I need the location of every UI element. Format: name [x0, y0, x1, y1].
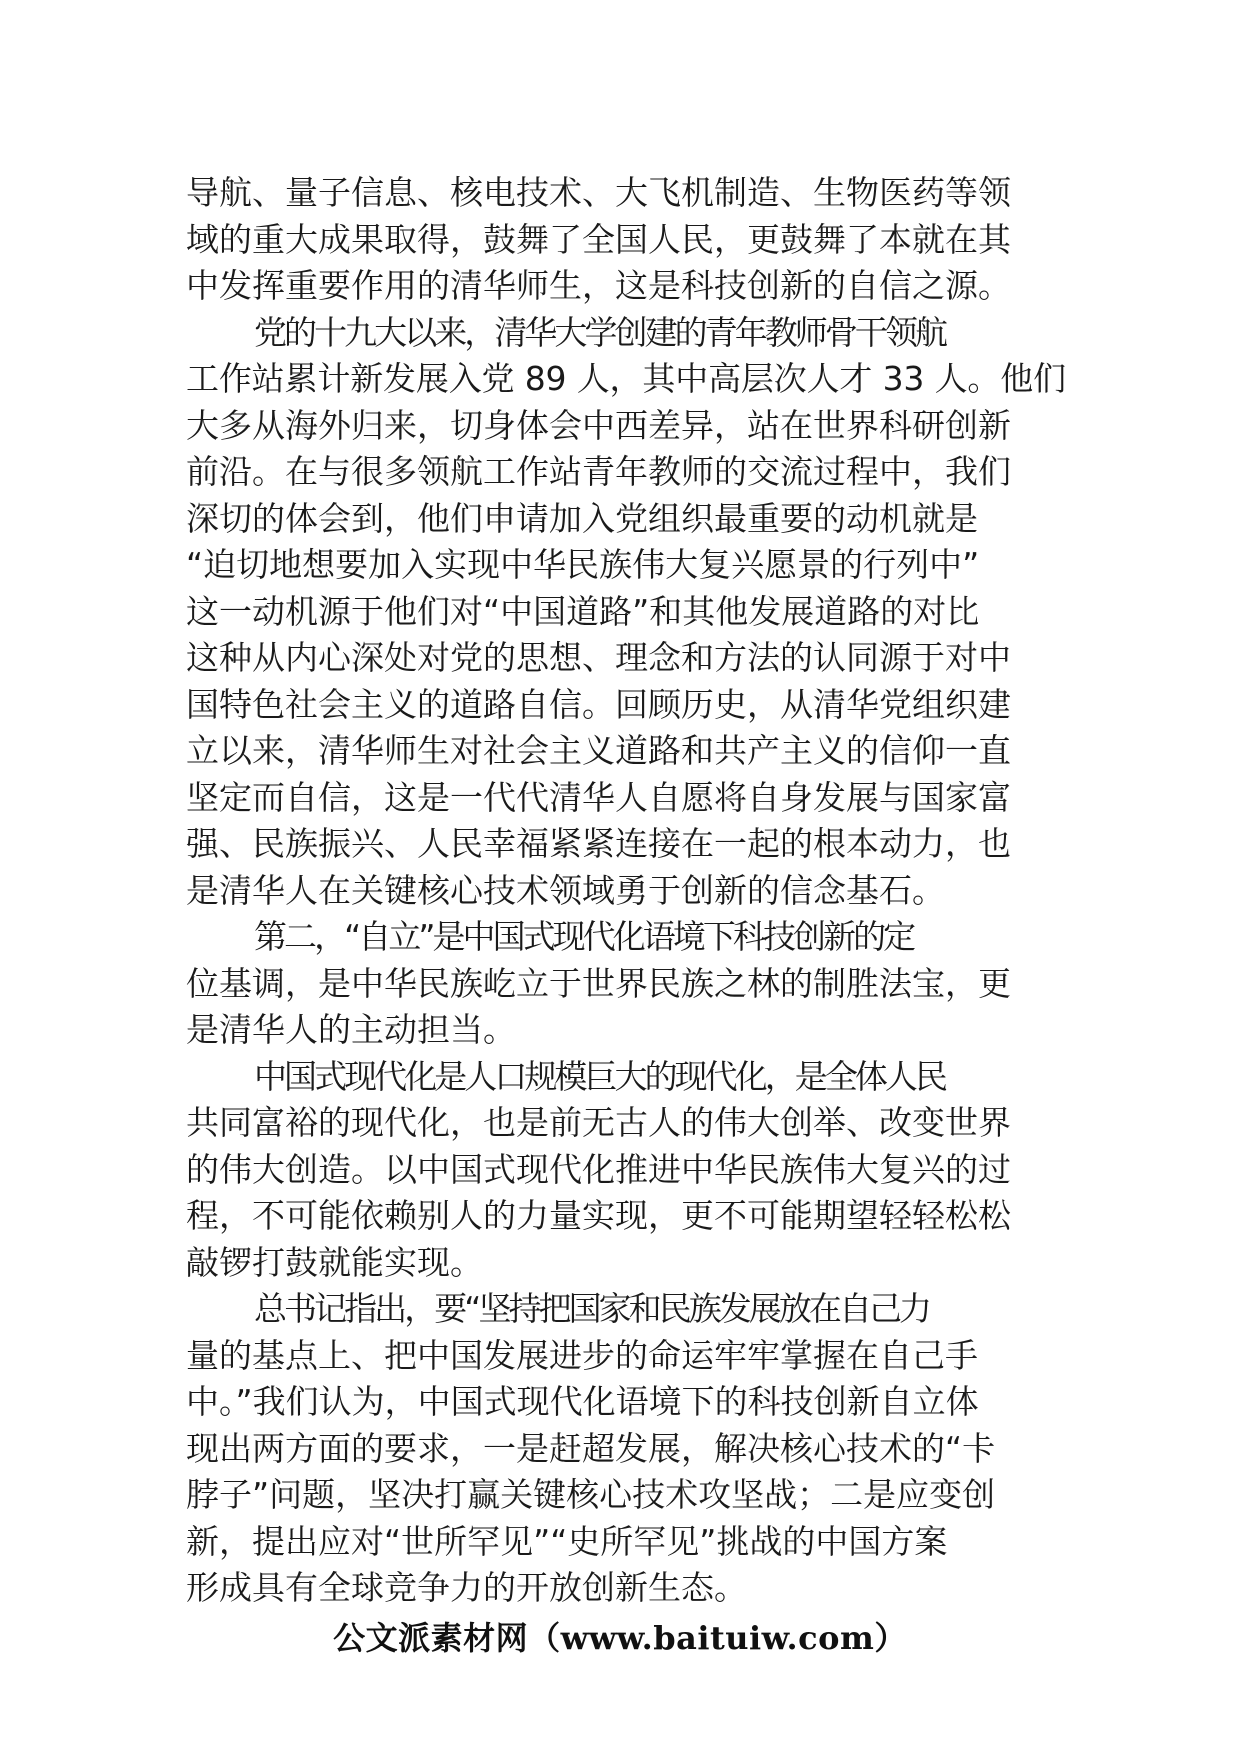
text-line: 导航、量子信息、核电技术、大飞机制造、生物医药等领 [186, 173, 1011, 212]
text-line: “迫切地想要加入实现中华民族伟大复兴愿景的行列中” [186, 545, 980, 584]
text-line: 中发挥重要作用的清华师生，这是科技创新的自信之源。 [186, 266, 1011, 305]
text-line: 国特色社会主义的道路自信。回顾历史，从清华党组织建 [186, 684, 1011, 724]
text-line: 这一动机源于他们对“中国道路”和其他发展道路的对比 [186, 591, 980, 631]
text-line: 前沿。在与很多领航工作站青年教师的交流过程中，我们 [186, 452, 1011, 491]
text-line: 程，不可能依赖别人的力量实现，更不可能期望轻轻松松 [186, 1196, 1011, 1235]
paragraph-first-line: 中国式现代化是人口规模巨大的现代化，是全体人民 [254, 1056, 946, 1096]
footer-watermark: 公文派素材网（www.baituiw.com） [333, 1619, 907, 1657]
text-line: 脖子”问题，坚决打赢关键核心技术攻坚战；二是应变创 [186, 1475, 996, 1514]
text-line: 强、民族振兴、人民幸福紧紧连接在一起的根本动力，也 [186, 824, 1011, 863]
text-line: 新，提出应对“世所罕见”“史所罕见”挑战的中国方案 [186, 1521, 948, 1561]
paragraph-first-line: 党的十九大以来，清华大学创建的青年教师骨干领航 [254, 312, 946, 352]
text-line: 位基调，是中华民族屹立于世界民族之林的制胜法宝，更 [186, 963, 1011, 1003]
text-line: 这种从内心深处对党的思想、理念和方法的认同源于对中 [186, 638, 1011, 677]
text-line: 共同富裕的现代化，也是前无古人的伟大创举、改变世界 [186, 1103, 1011, 1142]
paragraph-first-line: 总书记指出，要“坚持把国家和民族发展放在自己力 [254, 1289, 930, 1328]
text-line: 量的基点上、把中国发展进步的命运牢牢掌握在自己手 [186, 1335, 978, 1375]
paragraph-first-line: 第二，“自立”是中国式现代化语境下科技创新的定 [254, 917, 914, 956]
body-text [186, 170, 1066, 1612]
text-line: 域的重大成果取得，鼓舞了全国人民，更鼓舞了本就在其 [186, 219, 1011, 259]
text-line: 深切的体会到，他们申请加入党组织最重要的动机就是 [186, 498, 978, 538]
text-line: 形成具有全球竞争力的开放创新生态。 [186, 1568, 747, 1607]
text-line: 现出两方面的要求，一是赶超发展，解决核心技术的“卡 [186, 1428, 996, 1468]
text-line: 中。”我们认为，中国式现代化语境下的科技创新自立体 [186, 1382, 979, 1421]
text-line: 的伟大创造。以中国式现代化推进中华民族伟大复兴的过 [186, 1149, 1011, 1189]
text-line: 是清华人在关键核心技术领域勇于创新的信念基石。 [186, 870, 945, 910]
text-line: 是清华人的主动担当。 [186, 1010, 516, 1049]
text-line: 坚定而自信，这是一代代清华人自愿将自身发展与国家富 [186, 777, 1011, 817]
text-line: 立以来，清华师生对社会主义道路和共产主义的信仰一直 [186, 731, 1011, 770]
text-line: 大多从海外归来，切身体会中西差异，站在世界科研创新 [186, 405, 1011, 445]
text-line: 敲锣打鼓就能实现。 [186, 1242, 483, 1282]
text-line: 工作站累计新发展入党 89 人，其中高层次人才 33 人。他们 [186, 359, 1066, 398]
